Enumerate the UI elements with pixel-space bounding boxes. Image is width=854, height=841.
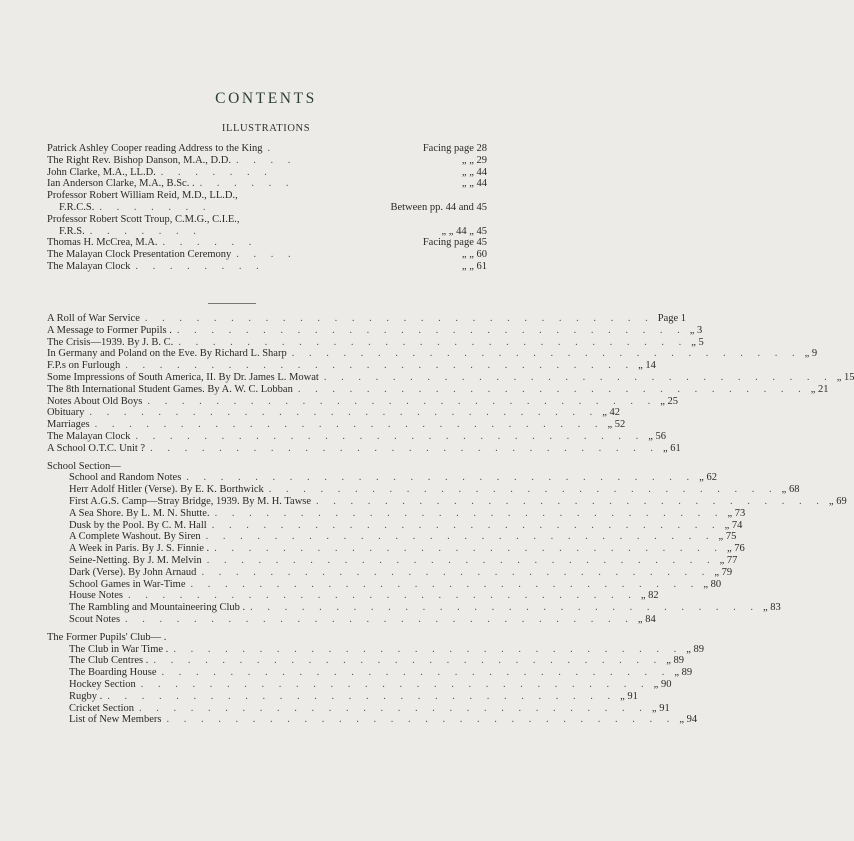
dot-leader: . . . . . . . . . . . . . . . . . . . . . . . . . . . . . . [291,348,801,360]
entry-title: A Complete Washout. By Siren [69,531,201,543]
contents-entry [47,602,781,614]
contents-entry [47,371,854,384]
entry-title: House Notes [69,590,123,602]
entry-page: „ „ 44 [461,166,487,178]
contents-entry [47,554,738,567]
entry-page: „ 5 [691,336,704,348]
entry-page: „ „ 61 [461,260,487,272]
contents-entry [47,702,670,715]
entry-title: The Malayan Clock [47,430,131,442]
entry-page: „ 89 [666,655,684,667]
illustrations-heading: ILLUSTRATIONS [221,123,311,134]
entry-title: The Rambling and Mountaineering Club . [69,602,246,614]
dot-leader: . . . . . . . [99,201,212,213]
contents-entry [47,261,487,273]
dot-leader: . . . . . . . . . . . . . . . . . . . . . . . . . . . . . . [201,566,711,578]
dot-leader: . . . . . . . [160,166,273,178]
dot-leader: . . . . [235,154,297,166]
dot-leader: . . . . . . [199,178,295,190]
entry-page: „ 90 [653,678,672,690]
contents-entry [47,613,656,626]
dot-leader: . . . . . . . . . . . . . . . . . . . . . . . . . . . . . . [139,702,648,714]
entry-title: In Germany and Poland on the Eve. By Richard L. Sharp [47,348,287,360]
contents-entry [47,167,487,179]
entry-title: The Malayan Clock Presentation Ceremony [47,249,232,261]
contents-entry [47,214,487,226]
entry-page: „ 79 [714,566,733,578]
contents-entry [47,714,698,726]
entry-title: Professor Robert William Reid, M.D., LL.D., [47,190,238,202]
entry-page: „ 3 [689,324,703,336]
dot-leader: . . . . . . . . . . . . . . . . . . . . . . . . . . . . . . [214,543,724,555]
entry-title: Rugby . [69,690,103,702]
dot-leader: . . . . . . . . . . . . . . . . . . . . . . . . . . . . . . [107,690,617,702]
dot-leader: . . . . . . . . . . . . . . . . . . . . . . . . . . . . . . [268,484,778,496]
contents-entry [47,667,693,679]
contents-entry [47,507,746,520]
entry-page: „ 69 [828,495,847,507]
contents-entry [47,249,487,261]
entry-page: „ 9 [804,348,818,360]
dot-leader: . . . . . . . . . . . . . . . . . . . . . . . . . . . . . . [316,495,825,507]
entry-title: The Club in War Time . [69,643,169,655]
entry-title: A Sea Shore. By L. M. N. Shutte. [69,507,210,519]
dot-leader: . . . . . . . . . . . . . . . . . . . . . . . . . . . . . . [153,655,663,667]
entry-title: The Crisis—1939. By J. B. C. [47,336,174,348]
entry-title: F.R.S. [59,225,85,237]
contents-entry [47,407,620,419]
dot-leader: . . . . . . . . . . . . . . . . . . . . . . . . . . . . . . [186,472,696,484]
entry-title: Herr Adolf Hitler (Verse). By E. K. Borthwick [69,484,264,496]
dot-leader: . . . . . . . . . . . . . . . . . . . . . . . . . . . . . . [140,678,650,690]
entry-title: School Games in War-Time [69,578,186,590]
entry-page: Page 1 [657,313,687,324]
illustrations-list [47,143,487,273]
dot-leader: . . . . . . . [89,225,202,237]
contents-entry [47,519,743,532]
entry-page: „ 62 [699,472,717,484]
contents-entry [47,690,638,703]
contents-entry [47,360,656,372]
contents-entry [47,190,487,202]
dot-leader: . . . . . . . . [135,260,265,272]
dot-leader: . . . . . . . . . . . . . . . . . . . . . . . . . . . . . . [94,419,604,431]
entry-title: Some Impressions of South America, II. By Dr. James L. Mowat [47,371,319,383]
contents-entry [47,383,829,396]
contents-entry [47,472,717,484]
contents-entry [47,442,681,455]
contents-entry [47,484,800,496]
entry-page: „ 74 [724,519,743,531]
entry-title: Patrick Ashley Cooper reading Address to the King [47,143,263,154]
entry-title: A Roll of War Service [47,313,140,324]
entry-title: Ian Anderson Clarke, M.A., B.Sc. . [47,178,195,190]
contents-entry [47,578,722,591]
page-title: CONTENTS [215,90,317,107]
contents-entry [47,395,679,408]
entry-page: „ 73 [727,507,746,519]
contents-entry [47,419,626,431]
dot-leader: . . . . [236,249,297,261]
entry-title: Hockey Section [69,678,136,690]
entry-title: A Week in Paris. By J. S. Finnie . [69,543,210,555]
entry-page: „ 14 [638,360,656,372]
dot-leader: . . . . . . . . . . . . . . . . . . . . . . . . . . . . . . [147,395,657,407]
contents-entry [47,202,487,214]
dot-leader: . . . . . . . . . . . . . . . . . . . . . . . . . . . . . . [178,336,688,348]
entry-title: Notes About Old Boys [47,395,143,407]
dot-leader: . . . . . . . . . . . . . . . . . . . . . . . . . . . . . . [89,407,599,419]
contents-entry [47,566,733,579]
entry-title: The Club Centres . [69,655,149,667]
dot-leader: . [267,143,277,154]
entry-page: „ 84 [637,613,656,625]
contents-entry [47,531,737,543]
entry-page: „ „ 60 [461,249,487,261]
contents-entry [47,237,487,249]
entry-title: Professor Robert Scott Troup, C.M.G., C.I.E., [47,213,240,225]
entry-title: The Boarding House [69,667,157,679]
dot-leader: . . . . . . . . . . . . . . . . . . . . . . . . . . . . . . [190,578,700,590]
contents-entry [47,632,487,644]
entry-page: „ „ 44 [461,178,487,190]
entry-title: The Malayan Clock [47,260,131,272]
contents-entry [47,155,487,167]
section-heading: The Former Pupils' Club— . [47,631,167,643]
entry-page: „ 80 [703,578,722,590]
contents-entry [47,461,487,473]
contents-entry [47,655,684,667]
entry-title: First A.G.S. Camp—Stray Bridge, 1939. By M. H. Tawse [69,495,312,507]
entry-page: „ 42 [602,407,620,419]
entry-page: „ 61 [662,442,681,454]
contents-entry [47,336,704,349]
dot-leader: . . . . . . . . . . . . . . . . . . . . . . . . . . . . . . [166,714,676,726]
entry-title: Marriages [47,419,90,431]
entry-page: „ 52 [607,419,626,431]
entry-page: „ „ 29 [461,154,487,166]
entry-title: The Right Rev. Bishop Danson, M.A., D.D. [47,154,231,166]
contents-entry [47,590,659,602]
entry-title: Cricket Section [69,702,135,714]
dot-leader: . . . . . . . . . . . . . . . . . . . . . . . . . . . . . . [125,360,635,372]
contents-entry [47,643,704,656]
entry-title: List of New Members [69,714,162,726]
entry-title: F.P.s on Furlough [47,360,121,372]
entry-page: Facing page 45 [422,237,487,249]
entry-page: „ 76 [727,543,745,555]
dot-leader: . . . . . . . . . . . . . . . . . . . . . . . . . . . . . . [211,519,721,531]
entry-page: „ 77 [719,554,738,566]
contents-list [47,313,854,726]
dot-leader: . . . . . . . . . . . . . . . . . . . . . . . . . . . . . . [297,383,807,395]
contents-entry [47,313,687,325]
entry-page: „ 75 [718,531,737,543]
section-divider [208,303,256,304]
contents-entry [47,226,487,238]
section-heading: School Section— [47,460,121,472]
entry-page: „ 82 [640,590,659,602]
dot-leader: . . . . . . . . . . . . . . . . . . . . . . . . . . . . . . [214,507,724,519]
entry-page: „ „ 44 „ 45 [441,225,487,237]
dot-leader: . . . . . . . . . . . . . . . . . . . . . . . . . . . . . . [135,430,645,442]
contents-entry [47,495,847,508]
dot-leader: . . . . . . . . . . . . . . . . . . . . . . . . . . . . . . [161,667,671,679]
dot-leader: . . . . . . . . . . . . . . . . . . . . . . . . . . . . . . [176,324,686,336]
entry-title: Thomas H. McCrea, M.A. [47,237,158,249]
entry-title: Seine-Netting. By J. M. Melvin [69,554,202,566]
entry-page: „ 89 [686,643,704,655]
dot-leader: . . . . . . . . . . . . . . . . . . . . . . . . . . . . . . [323,371,833,383]
dot-leader: . . . . . . . . . . . . . . . . . . . . . . . . . . . . . . [125,613,634,625]
entry-page: „ 25 [660,395,679,407]
dot-leader: . . . . . . . . . . . . . . . . . . . . . . . . . . . . . . [205,531,715,543]
entry-title: A Message to Former Pupils . [47,324,172,336]
entry-title: John Clarke, M.A., LL.D. [47,166,156,178]
entry-title: The 8th International Student Games. By A. W. C. Lobban [47,383,293,395]
entry-page: „ 91 [651,702,670,714]
dot-leader: . . . . . . . . . . . . . . . . . . . . . . . . . . . . . . [250,602,760,614]
dot-leader: . . . . . . . . . . . . . . . . . . . . . . . . . . . . . . [150,442,659,454]
dot-leader: . . . . . . . . . . . . . . . . . . . . . . . . . . . . . . [173,643,683,655]
entry-page: „ 91 [620,690,638,702]
entry-page: „ 94 [679,714,698,726]
contents-entry [47,324,703,337]
entry-title: Scout Notes [69,613,121,625]
dot-leader: . . . . . . . . . . . . . . . . . . . . . . . . . . . . . . [127,590,637,602]
contents-entry [47,430,667,443]
contents-entry [47,543,745,555]
entry-title: A School O.T.C. Unit ? [47,442,146,454]
dot-leader: . . . . . . . . . . . . . . . . . . . . . . . . . . . . . . [206,554,716,566]
contents-entry [47,348,818,360]
entry-page: „ 56 [648,430,667,442]
entry-title: Obituary [47,407,85,419]
contents-entry [47,678,672,691]
contents-entry [47,178,487,190]
entry-title: Dusk by the Pool. By C. M. Hall [69,519,207,531]
entry-page: „ 83 [763,602,781,614]
entry-page: „ 15 [836,371,854,383]
entry-page: „ 68 [781,484,800,496]
dot-leader: . . . . . . . . . . . . . . . . . . . . . . . . . . . . . . [144,313,654,324]
contents-entry [47,143,487,155]
dot-leader: . . . . . . [162,237,258,249]
entry-title: F.R.C.S. [59,201,95,213]
entry-title: Dark (Verse). By John Arnaud [69,566,197,578]
entry-title: School and Random Notes [69,472,182,484]
entry-page: „ 89 [674,667,693,679]
entry-page: „ 21 [810,383,829,395]
entry-page: Between pp. 44 and 45 [390,201,487,213]
entry-page: Facing page 28 [422,143,487,154]
